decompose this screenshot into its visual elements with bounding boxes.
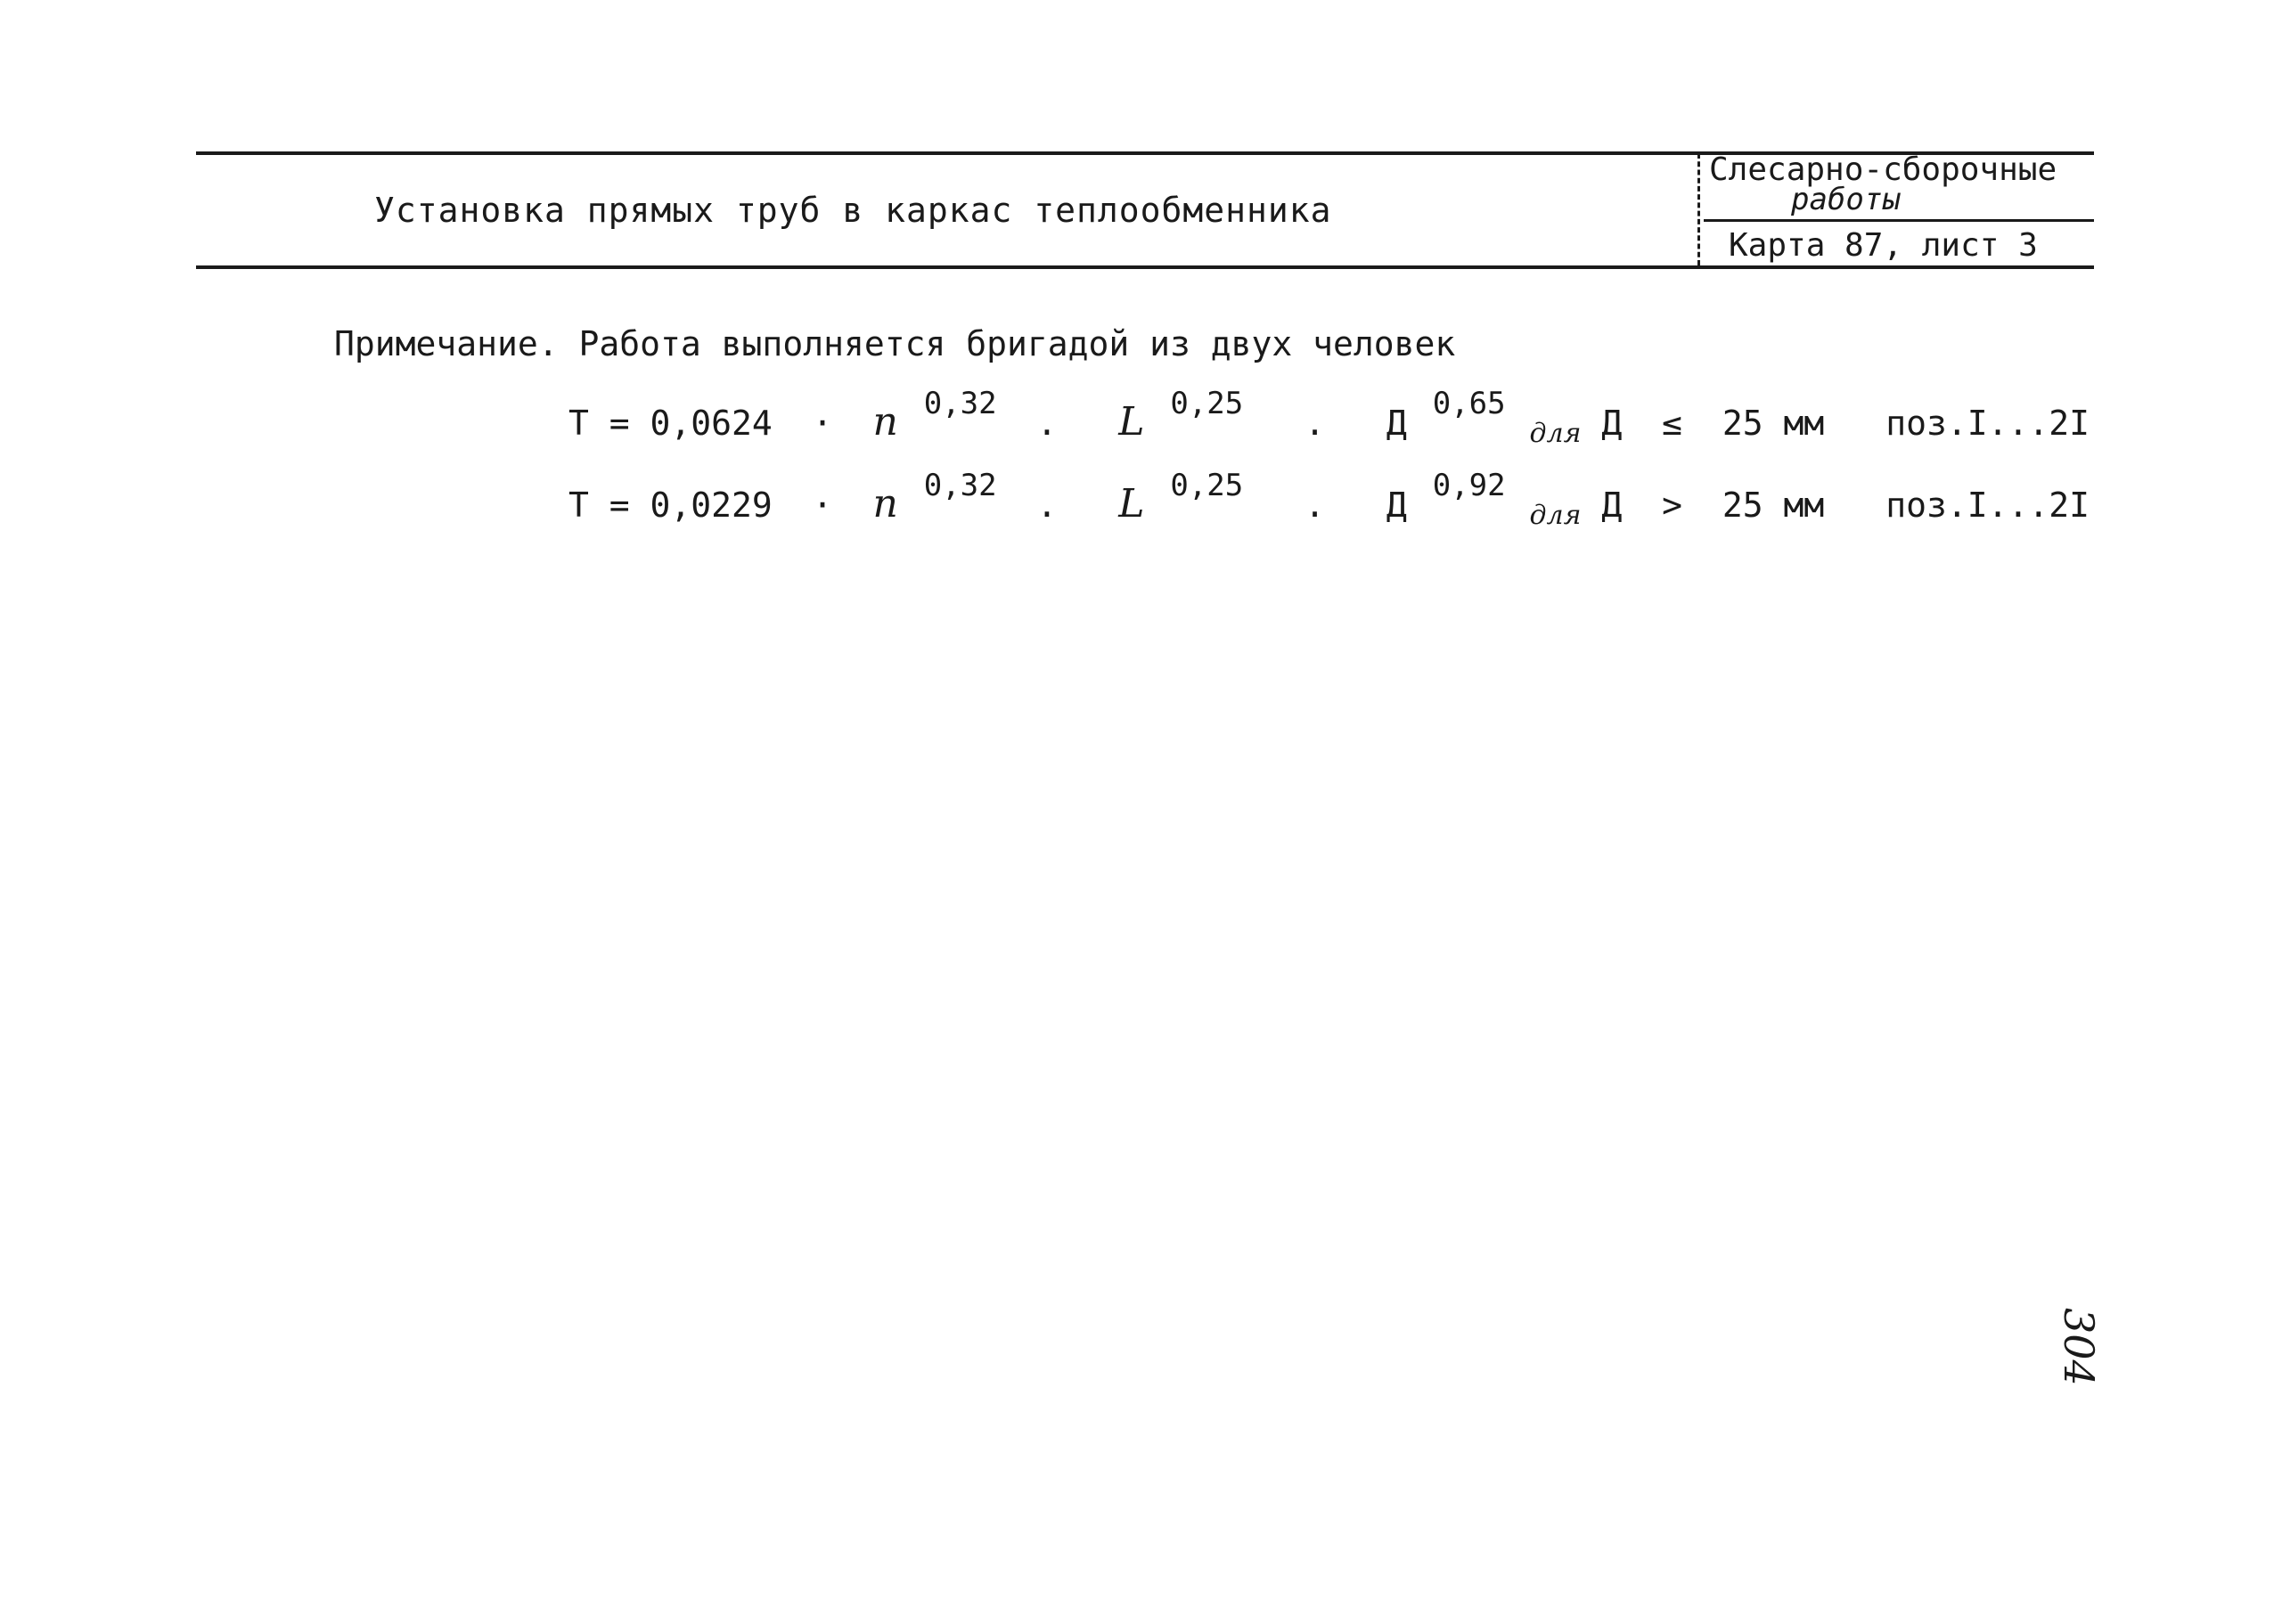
- note-text: Примечание. Работа выполняется бригадой из двух человек: [334, 324, 1456, 363]
- formula-condition-variable: Д: [1601, 404, 1623, 443]
- formula-positions: поз.I...2I: [1885, 404, 2090, 443]
- formula-operator: ·: [812, 486, 833, 525]
- formula-variable: L: [1118, 481, 1145, 526]
- header-section-divider: [1704, 219, 2094, 222]
- section-name-line1: Слесарно-сборочные: [1709, 151, 2057, 188]
- section-name-line2: работы: [1791, 182, 1901, 217]
- formula-exponent: 0,25: [1170, 386, 1244, 421]
- formula-lhs: Т = 0,0229: [568, 486, 773, 525]
- formula-positions: поз.I...2I: [1885, 486, 2090, 525]
- formula-exponent: 0,32: [923, 386, 997, 421]
- formula-variable: n: [872, 481, 898, 526]
- document-title: Установка прямых труб в каркас теплообменника: [374, 191, 1332, 230]
- formula-row: [568, 386, 2090, 449]
- formula-exponent: 0,25: [1170, 468, 1244, 503]
- formula-operator: .: [1036, 404, 1058, 443]
- formula-condition-word: для: [1529, 418, 1582, 449]
- formula-variable: Д: [1386, 404, 1407, 443]
- formula-row: [568, 468, 2090, 531]
- formula-operator: .: [1036, 486, 1058, 525]
- formula-exponent: 0,32: [923, 468, 997, 503]
- formula-variable: L: [1118, 399, 1145, 445]
- handwritten-page-number: 304: [2055, 1308, 2103, 1386]
- formula-condition-variable: Д: [1601, 486, 1623, 525]
- formula-variable: n: [872, 399, 898, 445]
- formula-operator: ·: [812, 404, 833, 443]
- formula-condition-value: 25 мм: [1722, 404, 1825, 443]
- header-vertical-separator: [1697, 153, 1700, 265]
- formula-lhs: Т = 0,0624: [568, 404, 773, 443]
- formula-condition-value: 25 мм: [1722, 486, 1825, 525]
- formula-exponent: 0,65: [1432, 386, 1506, 421]
- formula-condition-word: для: [1529, 500, 1582, 531]
- formula-condition-sign: ≤: [1662, 404, 1683, 443]
- formula-operator: .: [1305, 404, 1326, 443]
- card-sheet-label: Карта 87, лист 3: [1729, 227, 2038, 264]
- formula-exponent: 0,92: [1432, 468, 1506, 503]
- formula-variable: Д: [1386, 486, 1407, 525]
- formula-condition-sign: >: [1662, 486, 1683, 525]
- header-bottom-rule: [196, 265, 2094, 269]
- formula-operator: .: [1305, 486, 1326, 525]
